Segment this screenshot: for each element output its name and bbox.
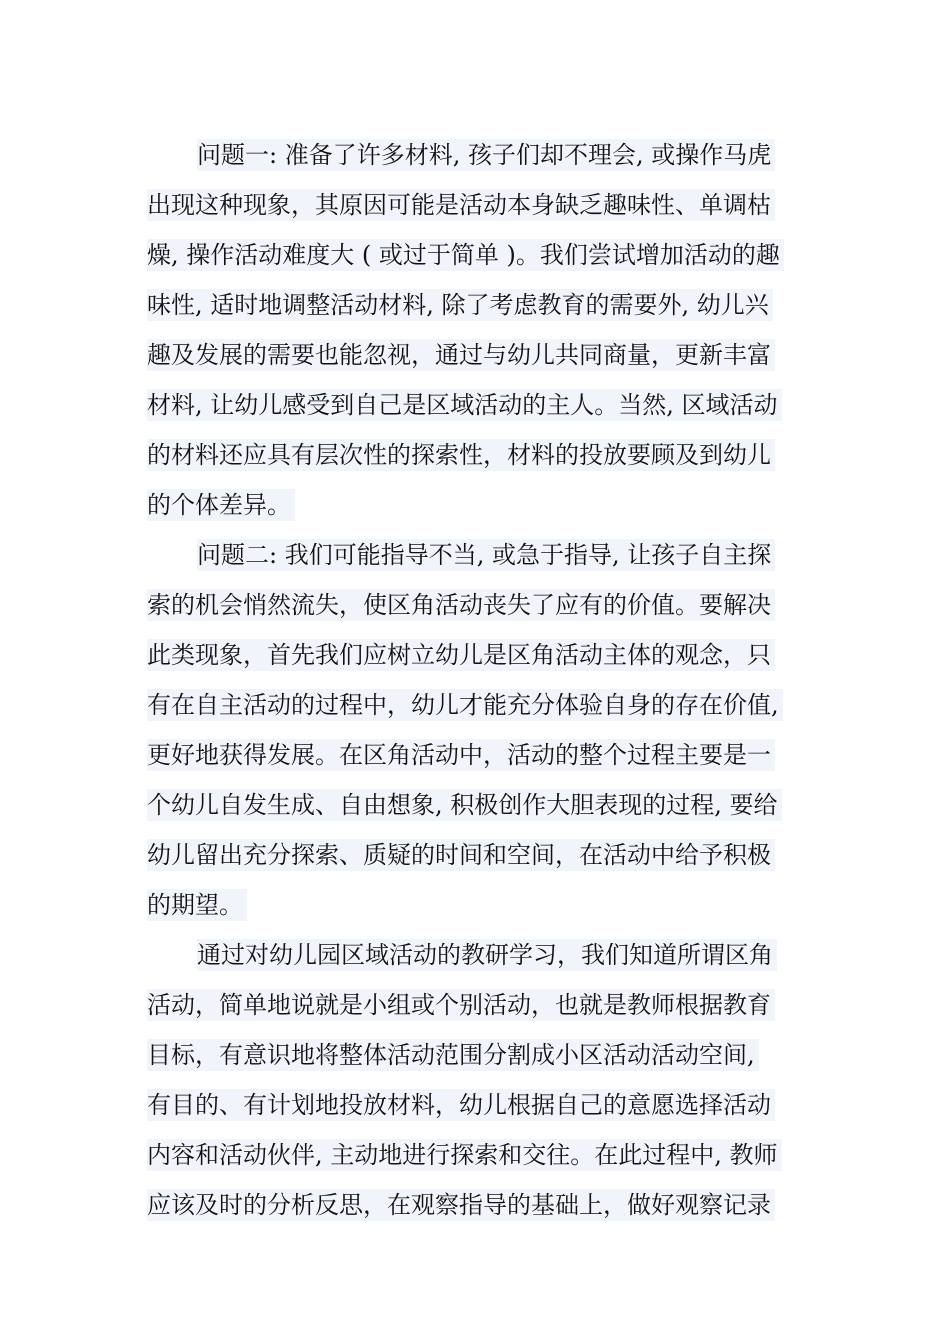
text-line: 幼儿留出充分探索、质疑的时间和空间，在活动中给予积极 [147,830,837,880]
text-line: 的期望。 [147,880,837,930]
document-body [147,130,837,1230]
text-line: 的个体差异。 [147,480,837,530]
text-line: 索的机会悄然流失，使区角活动丧失了应有的价值。要解决 [147,580,837,630]
text-line: 目标，有意识地将整体活动范围分割成小区活动活动空间, [147,1030,837,1080]
text-line: 有在自主活动的过程中，幼儿才能充分体验自身的存在价值, [147,680,837,730]
text-line: 燥, 操作活动难度大 ( 或过于简单 )。我们尝试增加活动的趣 [147,230,837,280]
text-line: 问题一: 准备了许多材料, 孩子们却不理会, 或操作马虎 [147,130,837,180]
text-line: 个幼儿自发生成、自由想象, 积极创作大胆表现的过程, 要给 [147,780,837,830]
text-line: 内容和活动伙伴, 主动地进行探索和交往。在此过程中, 教师 [147,1130,837,1180]
text-line: 活动，简单地说就是小组或个别活动，也就是教师根据教育 [147,980,837,1030]
text-line: 此类现象，首先我们应树立幼儿是区角活动主体的观念，只 [147,630,837,680]
text-line: 的材料还应具有层次性的探索性，材料的投放要顾及到幼儿 [147,430,837,480]
text-line: 有目的、有计划地投放材料，幼儿根据自己的意愿选择活动 [147,1080,837,1130]
paragraph-problem-one [147,130,837,530]
text-line: 趣及发展的需要也能忽视，通过与幼儿共同商量，更新丰富 [147,330,837,380]
text-line: 问题二: 我们可能指导不当, 或急于指导, 让孩子自主探 [147,530,837,580]
paragraph-research-summary [147,930,837,1230]
paragraph-problem-two [147,530,837,930]
text-line: 通过对幼儿园区域活动的教研学习，我们知道所谓区角 [147,930,837,980]
text-line: 应该及时的分析反思，在观察指导的基础上，做好观察记录 [147,1180,837,1230]
text-line: 出现这种现象，其原因可能是活动本身缺乏趣味性、单调枯 [147,180,837,230]
text-line: 味性, 适时地调整活动材料, 除了考虑教育的需要外, 幼儿兴 [147,280,837,330]
text-line: 材料, 让幼儿感受到自己是区域活动的主人。当然, 区域活动 [147,380,837,430]
text-line: 更好地获得发展。在区角活动中，活动的整个过程主要是一 [147,730,837,780]
